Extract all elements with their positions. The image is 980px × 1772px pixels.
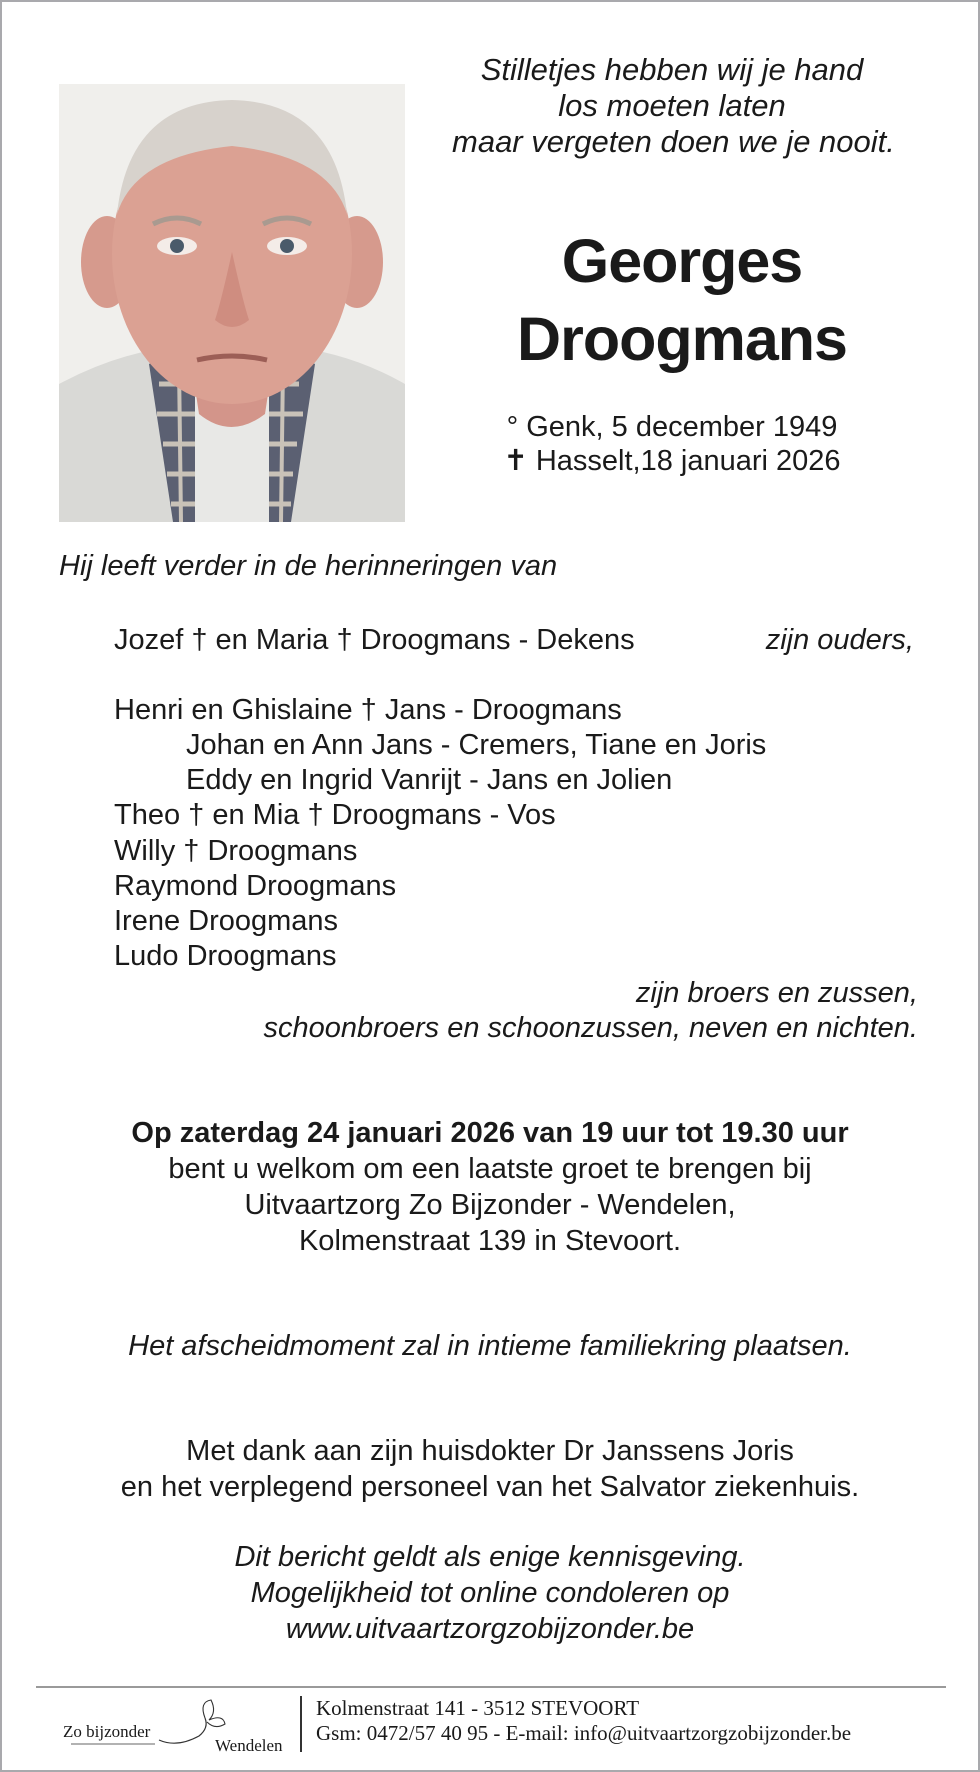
thanks [42,1433,938,1505]
footer-contact [316,1696,851,1746]
sibling-line: Theo † en Mia † Droogmans - Vos [114,799,556,831]
sibling-line: Irene Droogmans [114,905,339,937]
footer-address: Kolmenstraat 141 - 3512 STEVOORT [316,1696,640,1720]
notice [42,1539,938,1647]
farewell-note: Het afscheidmoment zal in intieme familiekring plaatsen. [128,1330,852,1362]
portrait-photo [59,84,405,522]
deceased-name [452,222,912,378]
funeral-home-logo [59,1692,295,1760]
footer-separator [300,1696,302,1752]
visitation-line: bent u welkom om een laatste groet te brengen bij [168,1153,812,1185]
sibling-line: Johan en Ann Jans - Cremers, Tiane en Joris [186,729,767,761]
sibling-line: Ludo Droogmans [114,940,337,972]
poem-line: Stilletjes hebben wij je hand [480,52,864,87]
visitation [42,1115,938,1259]
visitation-headline: Op zaterdag 24 januari 2026 van 19 uur tot 19.30 uur [131,1117,849,1149]
sibling-line: Willy † Droogmans [114,835,358,867]
last-name: Droogmans [517,305,847,373]
parents-role: zijn ouders, [765,624,914,656]
siblings-role: zijn broers en zussen, [635,977,918,1009]
sibling-line: Henri en Ghislaine † Jans - Droogmans [114,694,622,726]
intro-line: Hij leeft verder in de herinneringen van [59,550,558,582]
visitation-venue: Uitvaartzorg Zo Bijzonder - Wendelen, [244,1189,736,1221]
extended-family-role: schoonbroers en schoonzussen, neven en nichten. [263,1012,918,1044]
thanks-line: en het verplegend personeel van het Salvator ziekenhuis. [120,1471,860,1503]
notice-line: Dit bericht geldt als enige kennisgeving. [234,1541,746,1573]
thanks-line: Met dank aan zijn huisdokter Dr Janssens Joris [186,1435,794,1467]
footer-phone-email[interactable]: Gsm: 0472/57 40 95 - E-mail: info@uitvaartzorgzobijzonder.be [316,1721,852,1745]
poem-line: maar vergeten doen we je nooit. [452,124,895,159]
condolence-website[interactable]: www.uitvaartzorgzobijzonder.be [285,1613,695,1645]
footer-divider [36,1686,946,1688]
first-name: Georges [561,227,803,295]
notice-line: Mogelijkheid tot online condoleren op [250,1577,730,1609]
poem [452,52,895,160]
logo-text-left: Zo bijzonder [63,1722,151,1741]
birth-line: ° Genk, 5 december 1949 [506,411,838,443]
sibling-line: Eddy en Ingrid Vanrijt - Jans en Jolien [186,764,673,796]
visitation-address: Kolmenstraat 139 in Stevoort. [298,1225,682,1257]
parents-names: Jozef † en Maria † Droogmans - Dekens [114,624,635,656]
life-dates [452,410,892,478]
logo-text-right: Wendelen [215,1736,283,1755]
poem-line: los moeten laten [558,88,786,123]
sibling-line: Raymond Droogmans [114,870,397,902]
death-line: ✝ Hasselt,18 januari 2026 [503,445,841,477]
